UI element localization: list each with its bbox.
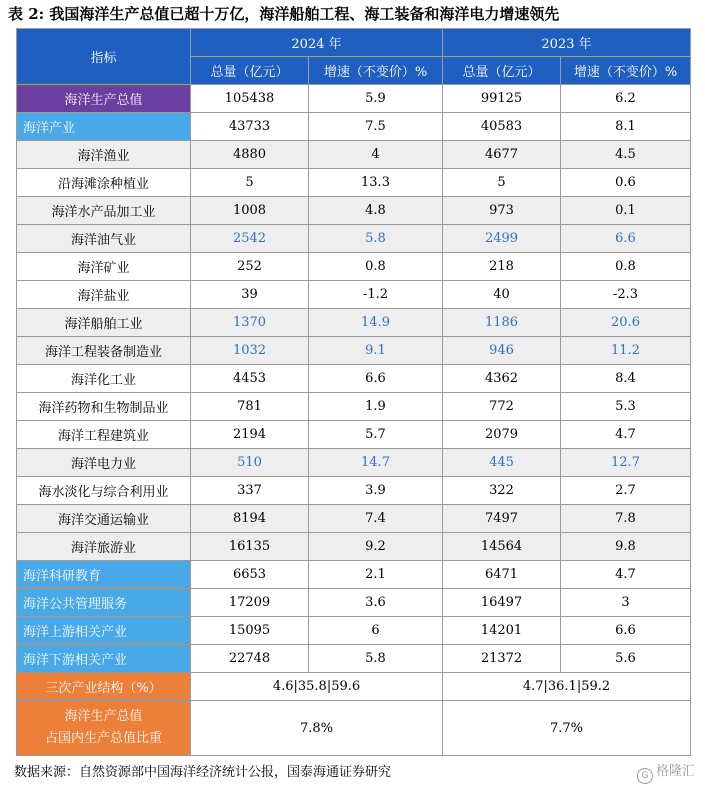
row-label: 海洋渔业	[17, 141, 191, 169]
cell-total-2024: 2194	[191, 421, 309, 449]
header-indicator: 指标	[17, 29, 191, 85]
cell-total-2024: 4880	[191, 141, 309, 169]
cell-total-2024: 252	[191, 253, 309, 281]
cell-total-2023: 14201	[443, 617, 561, 645]
cell-growth-2023: 9.8	[561, 533, 691, 561]
cell-growth-2023: 20.6	[561, 309, 691, 337]
row-label: 海洋科研教育	[17, 561, 191, 589]
cell-growth-2023: 6.2	[561, 85, 691, 113]
cell-total-2024: 6653	[191, 561, 309, 589]
table-row	[17, 561, 691, 589]
cell-total-2023: 5	[443, 169, 561, 197]
cell-total-2023: 772	[443, 393, 561, 421]
share-label-line1: 海洋生产总值	[64, 709, 143, 724]
cell-growth-2023: 3	[561, 589, 691, 617]
table-row	[17, 365, 691, 393]
table-row	[17, 421, 691, 449]
cell-growth-2023: 0.1	[561, 197, 691, 225]
row-label: 海洋下游相关产业	[17, 645, 191, 673]
row-label: 海洋电力业	[17, 449, 191, 477]
header-year-2024: 2024 年	[191, 29, 443, 57]
row-label: 海洋交通运输业	[17, 505, 191, 533]
cell-total-2024: 1370	[191, 309, 309, 337]
row-label: 海洋油气业	[17, 225, 191, 253]
row-label: 海洋水产品加工业	[17, 197, 191, 225]
data-table	[16, 28, 691, 756]
cell-growth-2024: 3.6	[309, 589, 443, 617]
table-row	[17, 477, 691, 505]
cell-total-2024: 781	[191, 393, 309, 421]
header-growth-2024: 增速（不变价）%	[309, 57, 443, 85]
share-2024: 7.8%	[191, 701, 443, 756]
cell-total-2023: 1186	[443, 309, 561, 337]
table-title: 表 2: 我国海洋生产总值已超十万亿，海洋船舶工程、海工装备和海洋电力增速领先	[8, 5, 560, 23]
cell-growth-2024: 14.7	[309, 449, 443, 477]
table-row	[17, 281, 691, 309]
cell-total-2024: 5	[191, 169, 309, 197]
row-label: 海洋药物和生物制品业	[17, 393, 191, 421]
cell-total-2023: 946	[443, 337, 561, 365]
cell-growth-2024: 4	[309, 141, 443, 169]
table-row	[17, 197, 691, 225]
table-row	[17, 533, 691, 561]
table-row	[17, 309, 691, 337]
header-total-2024: 总量（亿元）	[191, 57, 309, 85]
row-label: 海洋公共管理服务	[17, 589, 191, 617]
table-row	[17, 141, 691, 169]
cell-growth-2024: 1.9	[309, 393, 443, 421]
row-label: 海洋生产总值	[17, 85, 191, 113]
row-label-share	[17, 701, 191, 756]
cell-total-2023: 2499	[443, 225, 561, 253]
table-row	[17, 225, 691, 253]
cell-total-2023: 4362	[443, 365, 561, 393]
cell-total-2024: 43733	[191, 113, 309, 141]
cell-growth-2024: 14.9	[309, 309, 443, 337]
cell-total-2023: 40583	[443, 113, 561, 141]
cell-growth-2024: 4.8	[309, 197, 443, 225]
row-label: 海洋上游相关产业	[17, 617, 191, 645]
row-label: 三次产业结构（%）	[17, 673, 191, 701]
cell-total-2024: 15095	[191, 617, 309, 645]
cell-growth-2024: 0.8	[309, 253, 443, 281]
cell-growth-2024: 5.9	[309, 85, 443, 113]
watermark-text: 格隆汇	[655, 764, 695, 779]
table-row-share	[17, 701, 691, 756]
cell-growth-2024: 7.4	[309, 505, 443, 533]
share-2023: 7.7%	[443, 701, 691, 756]
table-row	[17, 505, 691, 533]
cell-total-2024: 17209	[191, 589, 309, 617]
cell-growth-2023: 8.4	[561, 365, 691, 393]
cell-total-2023: 21372	[443, 645, 561, 673]
cell-growth-2023: 5.6	[561, 645, 691, 673]
cell-growth-2024: -1.2	[309, 281, 443, 309]
cell-growth-2023: 4.7	[561, 561, 691, 589]
cell-growth-2024: 6.6	[309, 365, 443, 393]
cell-growth-2024: 2.1	[309, 561, 443, 589]
watermark-logo	[637, 760, 695, 784]
cell-total-2024: 8194	[191, 505, 309, 533]
share-label-line2: 占国内生产总值比重	[44, 731, 162, 746]
row-label: 海洋化工业	[17, 365, 191, 393]
cell-total-2024: 22748	[191, 645, 309, 673]
cell-total-2023: 445	[443, 449, 561, 477]
cell-total-2024: 1032	[191, 337, 309, 365]
row-label: 海洋旅游业	[17, 533, 191, 561]
structure-2024: 4.6|35.8|59.6	[191, 673, 443, 701]
cell-growth-2023: 8.1	[561, 113, 691, 141]
cell-growth-2023: 4.5	[561, 141, 691, 169]
table-row	[17, 113, 691, 141]
cell-growth-2023: 6.6	[561, 225, 691, 253]
table-row	[17, 645, 691, 673]
structure-2023: 4.7|36.1|59.2	[443, 673, 691, 701]
cell-growth-2023: 7.8	[561, 505, 691, 533]
cell-growth-2024: 5.7	[309, 421, 443, 449]
cell-growth-2024: 5.8	[309, 225, 443, 253]
cell-total-2024: 4453	[191, 365, 309, 393]
cell-total-2023: 40	[443, 281, 561, 309]
cell-growth-2023: 2.7	[561, 477, 691, 505]
cell-total-2023: 322	[443, 477, 561, 505]
cell-growth-2023: 0.6	[561, 169, 691, 197]
cell-total-2024: 1008	[191, 197, 309, 225]
row-label: 海洋盐业	[17, 281, 191, 309]
table-row	[17, 617, 691, 645]
table-row	[17, 393, 691, 421]
table-row	[17, 449, 691, 477]
row-label: 沿海滩涂种植业	[17, 169, 191, 197]
cell-growth-2024: 5.8	[309, 645, 443, 673]
cell-total-2023: 973	[443, 197, 561, 225]
cell-growth-2024: 9.1	[309, 337, 443, 365]
table-row	[17, 85, 691, 113]
row-label: 海洋船舶工业	[17, 309, 191, 337]
cell-growth-2024: 6	[309, 617, 443, 645]
cell-total-2023: 218	[443, 253, 561, 281]
cell-total-2024: 2542	[191, 225, 309, 253]
cell-growth-2023: 4.7	[561, 421, 691, 449]
cell-growth-2023: 0.8	[561, 253, 691, 281]
cell-total-2023: 2079	[443, 421, 561, 449]
cell-growth-2023: 6.6	[561, 617, 691, 645]
cell-growth-2024: 13.3	[309, 169, 443, 197]
cell-growth-2024: 9.2	[309, 533, 443, 561]
table-row	[17, 589, 691, 617]
table-row	[17, 337, 691, 365]
cell-total-2023: 99125	[443, 85, 561, 113]
cell-total-2023: 6471	[443, 561, 561, 589]
table-row	[17, 169, 691, 197]
cell-total-2024: 39	[191, 281, 309, 309]
cell-growth-2023: 5.3	[561, 393, 691, 421]
cell-total-2023: 4677	[443, 141, 561, 169]
cell-total-2024: 510	[191, 449, 309, 477]
logo-icon: G	[637, 768, 653, 784]
header-growth-2023: 增速（不变价）%	[561, 57, 691, 85]
cell-total-2023: 14564	[443, 533, 561, 561]
cell-total-2023: 7497	[443, 505, 561, 533]
table-body	[17, 85, 691, 756]
cell-total-2024: 105438	[191, 85, 309, 113]
cell-total-2023: 16497	[443, 589, 561, 617]
row-label: 海水淡化与综合利用业	[17, 477, 191, 505]
row-label: 海洋产业	[17, 113, 191, 141]
cell-growth-2023: 12.7	[561, 449, 691, 477]
header-year-2023: 2023 年	[443, 29, 691, 57]
cell-growth-2024: 7.5	[309, 113, 443, 141]
cell-total-2024: 337	[191, 477, 309, 505]
header-total-2023: 总量（亿元）	[443, 57, 561, 85]
cell-growth-2024: 3.9	[309, 477, 443, 505]
cell-growth-2023: -2.3	[561, 281, 691, 309]
row-label: 海洋工程装备制造业	[17, 337, 191, 365]
table-row-structure	[17, 673, 691, 701]
row-label: 海洋矿业	[17, 253, 191, 281]
row-label: 海洋工程建筑业	[17, 421, 191, 449]
source-note: 数据来源：自然资源部中国海洋经济统计公报，国泰海通证券研究	[14, 765, 392, 780]
cell-total-2024: 16135	[191, 533, 309, 561]
table-row	[17, 253, 691, 281]
cell-growth-2023: 11.2	[561, 337, 691, 365]
